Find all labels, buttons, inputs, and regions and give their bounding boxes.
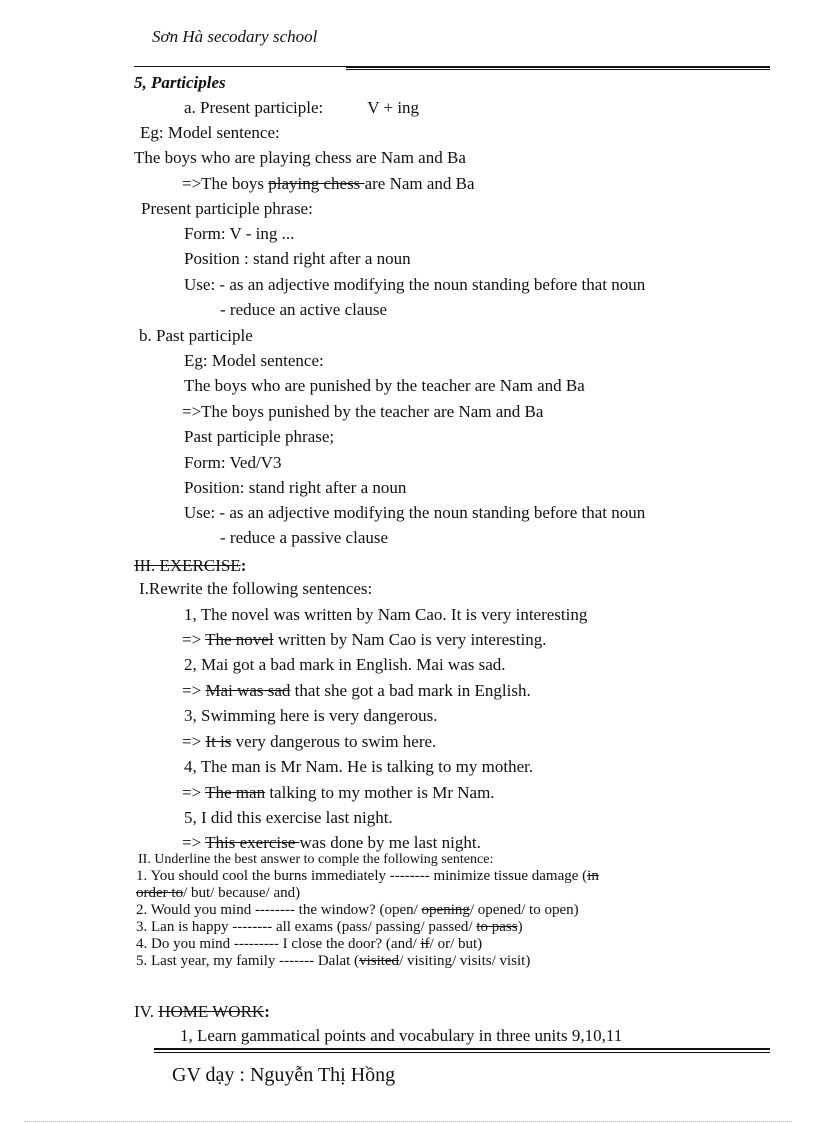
footer-rule <box>154 1048 770 1050</box>
rewrite-instructions: I.Rewrite the following sentences: <box>139 579 373 598</box>
mc-question-4: 4. Do you mind --------- I close the door? (and/ if/ or/ but) <box>136 936 483 952</box>
rewrite-answer-4: => The man talking to my mother is Mr Nam. <box>182 783 495 802</box>
model-sentence-1: The boys who are playing chess are Nam and Ba <box>134 148 466 167</box>
footer-rule-thin <box>154 1052 770 1053</box>
model-sentence-2: The boys who are punished by the teacher are Nam and Ba <box>184 376 585 395</box>
header-rule-left <box>134 66 346 67</box>
use-past-1: Use: - as an adjective modifying the noun standing before that noun <box>184 503 646 522</box>
use-present-2: - reduce an active clause <box>220 300 388 319</box>
form-present: Form: V - ing ... <box>184 224 295 243</box>
mc-question-5: 5. Last year, my family ------- Dalat (visited/ visiting/ visits/ visit) <box>136 953 531 969</box>
header-rule-right <box>346 66 770 68</box>
reduced-sentence-1: =>The boys playing chess are Nam and Ba <box>182 174 475 193</box>
use-present-1: Use: - as an adjective modifying the noun standing before that noun <box>184 275 646 294</box>
exercise-title: III. EXERCISE: <box>134 556 247 575</box>
homework-title: IV. HOME WORK: <box>134 1002 270 1021</box>
section-title-participles: 5, Participles <box>134 73 226 92</box>
past-participle-phrase: Past participle phrase; <box>184 427 335 446</box>
mc-question-3: 3. Lan is happy -------- all exams (pass/ passing/ passed/ to pass) <box>136 919 523 935</box>
rewrite-answer-1: => The novel written by Nam Cao is very interesting. <box>182 630 547 649</box>
mc-question-1: 1. You should cool the burns immediately -------- minimize tissue damage (in <box>136 868 599 884</box>
underline-instructions: II. Underline the best answer to comple the following sentence: <box>138 852 494 867</box>
rewrite-question-3: 3, Swimming here is very dangerous. <box>184 706 438 725</box>
homework-item-1: 1, Learn gammatical points and vocabulary in three units 9,10,11 <box>180 1026 623 1045</box>
rewrite-question-1: 1, The novel was written by Nam Cao. It is very interesting <box>184 605 588 624</box>
position-past: Position: stand right after a noun <box>184 478 407 497</box>
rewrite-answer-5: => This exercise was done by me last night. <box>182 833 481 852</box>
rewrite-question-5: 5, I did this exercise last night. <box>184 808 393 827</box>
mc-question-1-cont: order to/ but/ because/ and) <box>136 885 301 901</box>
form-past: Form: Ved/V3 <box>184 453 282 472</box>
rewrite-answer-3: => It is very dangerous to swim here. <box>182 732 437 751</box>
use-past-2: - reduce a passive clause <box>220 528 389 547</box>
header-rule-right-thin <box>346 69 770 70</box>
example-label-1: Eg: Model sentence: <box>140 123 280 142</box>
rewrite-answer-2: => Mai was sad that she got a bad mark in English. <box>182 681 531 700</box>
teacher-name: GV dạy : Nguyễn Thị Hồng <box>172 1064 396 1086</box>
past-participle-label: b. Past participle <box>139 326 253 345</box>
reduced-sentence-2: =>The boys punished by the teacher are Nam and Ba <box>182 402 544 421</box>
present-participle-label: a. Present participle: V + ing <box>184 98 420 117</box>
mc-question-2: 2. Would you mind -------- the window? (open/ opening/ opened/ to open) <box>136 902 579 918</box>
page-bottom-dotted-line <box>24 1121 792 1122</box>
present-participle-phrase: Present participle phrase: <box>141 199 313 218</box>
rewrite-question-4: 4, The man is Mr Nam. He is talking to my mother. <box>184 757 534 776</box>
rewrite-question-2: 2, Mai got a bad mark in English. Mai was sad. <box>184 655 506 674</box>
position-present: Position : stand right after a noun <box>184 249 411 268</box>
school-header: Sơn Hà secodary school <box>152 27 318 46</box>
example-label-2: Eg: Model sentence: <box>184 351 324 370</box>
